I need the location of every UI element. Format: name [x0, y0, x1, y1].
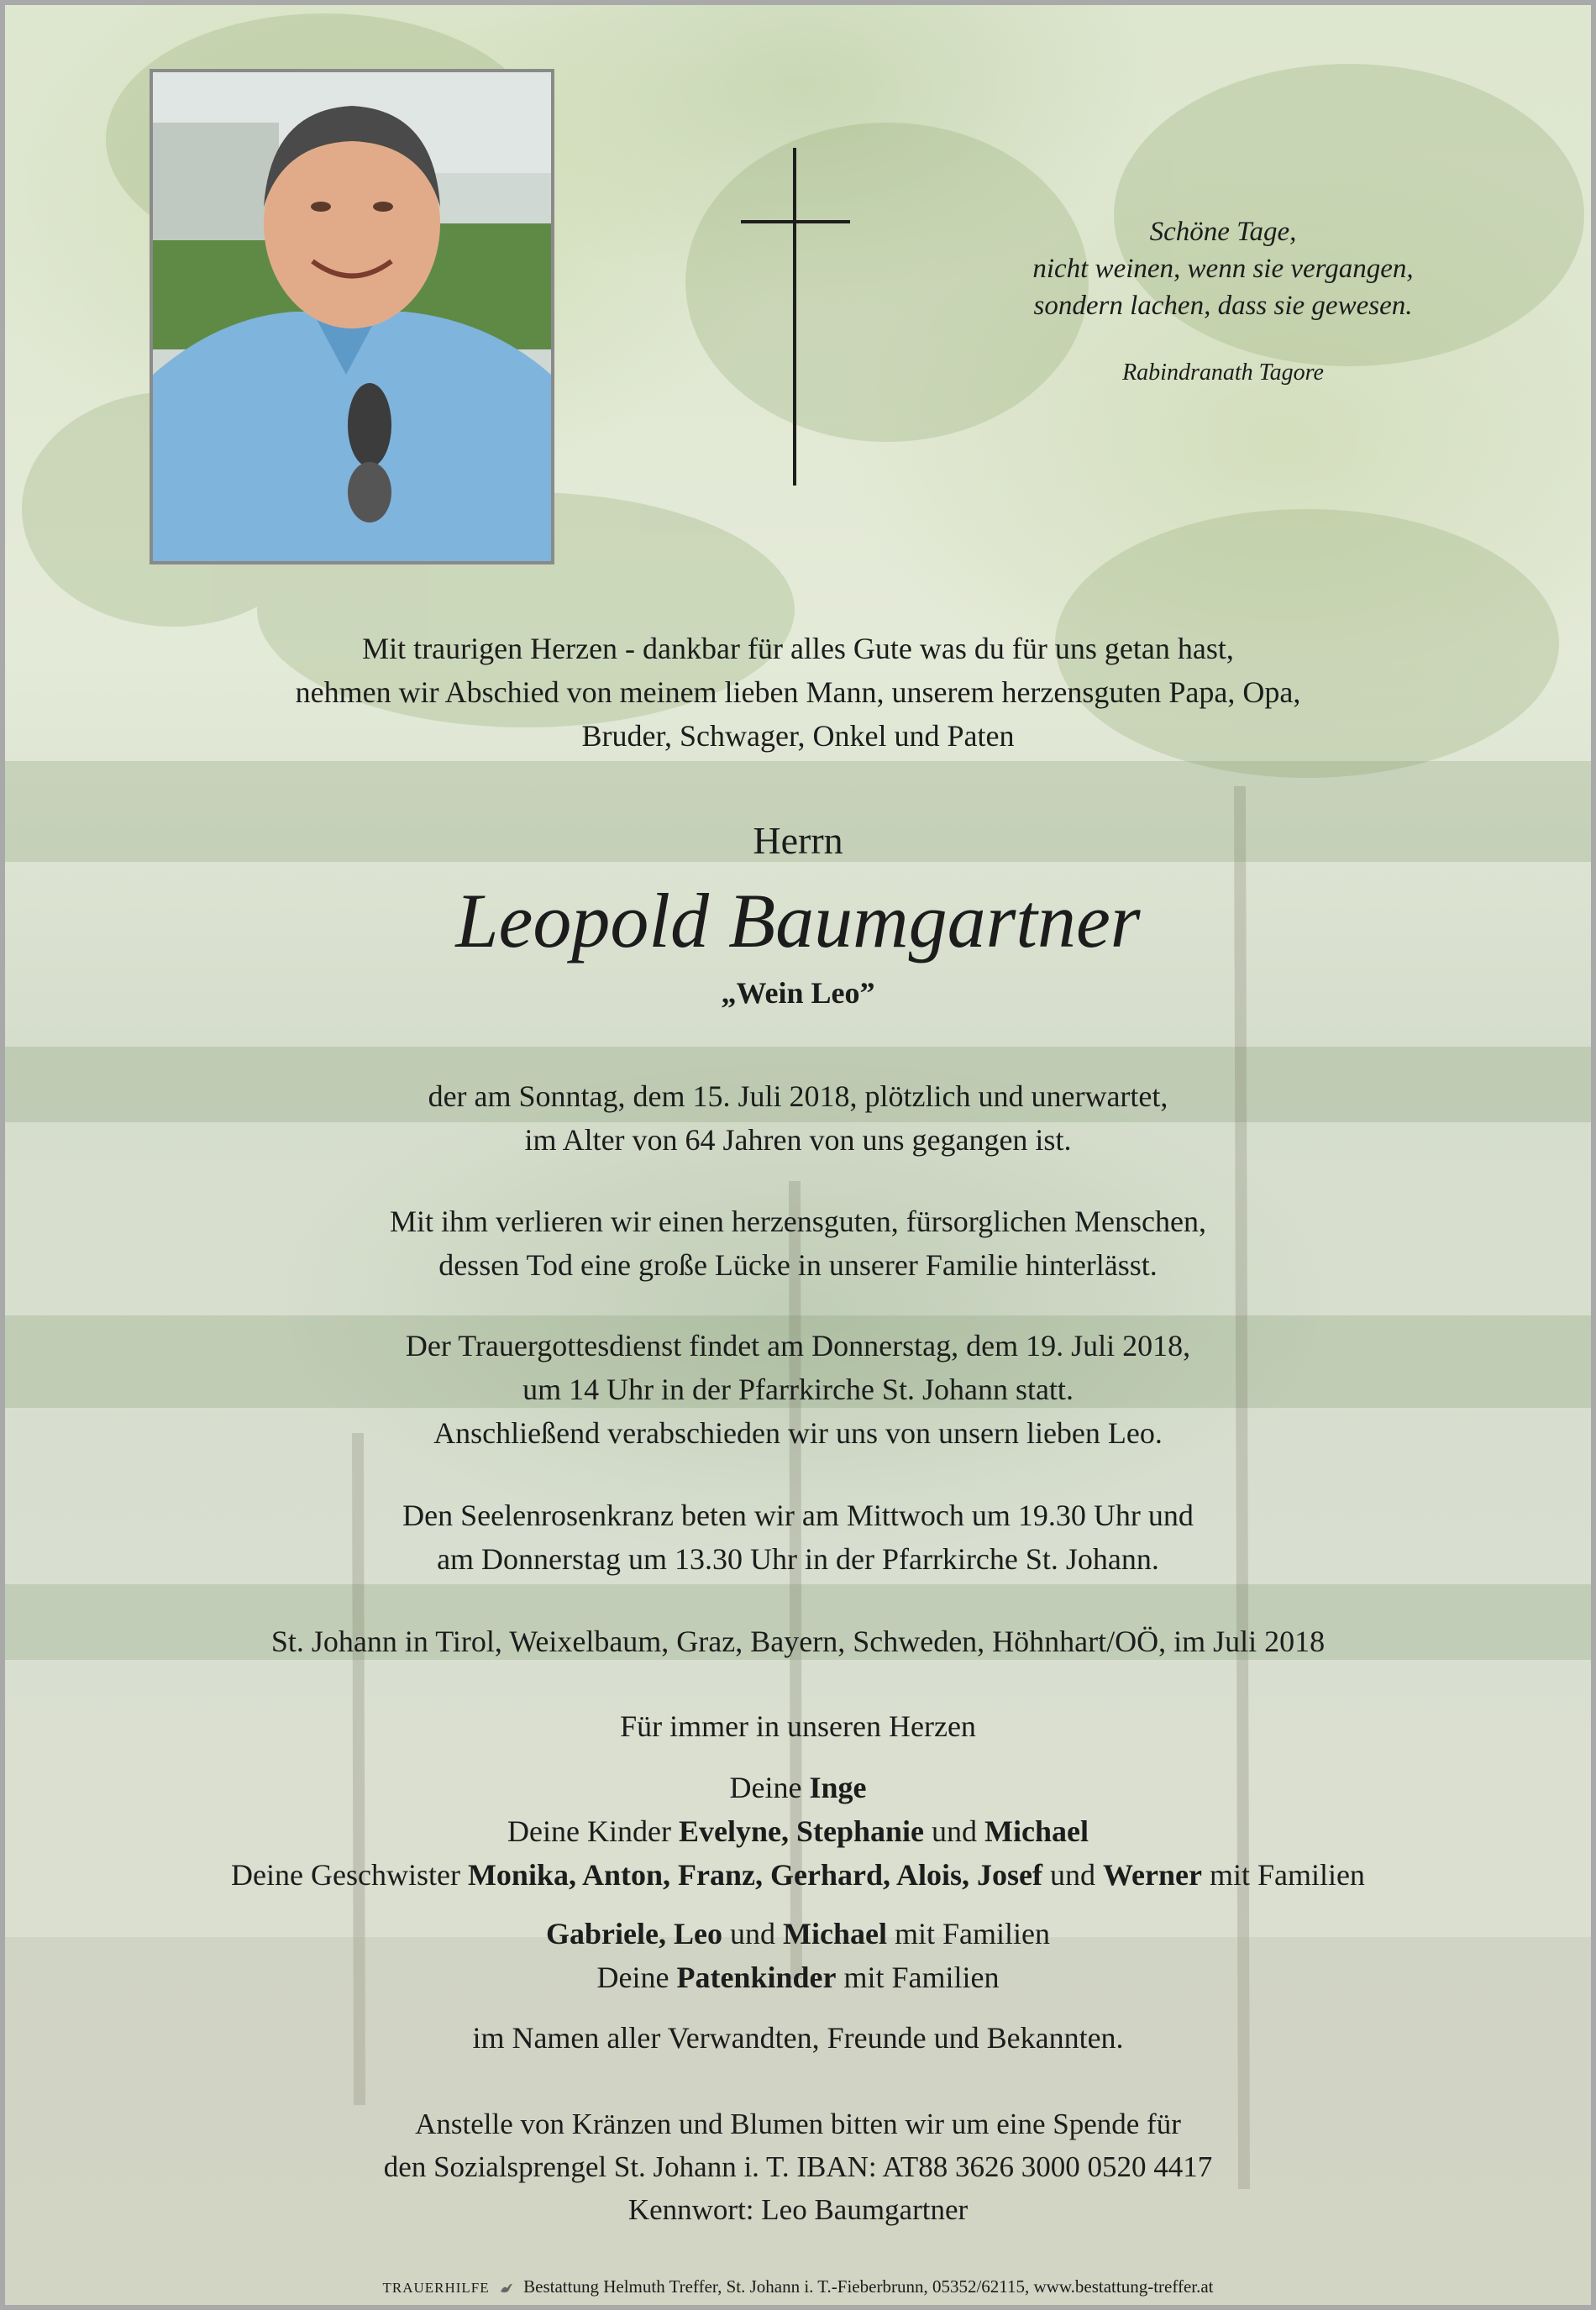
death-line: im Alter von 64 Jahren von uns gegangen ist. — [524, 1123, 1072, 1157]
forever-line: Für immer in unseren Herzen — [620, 1709, 976, 1743]
mourner-wife: Deine Inge — [729, 1771, 867, 1804]
intro-text — [5, 627, 1591, 758]
mourner-siblings: Deine Geschwister Monika, Anton, Franz, Gerhard, Alois, Josef und Werner mit Familien — [231, 1858, 1365, 1892]
quote — [937, 213, 1509, 324]
rosary-info — [5, 1494, 1591, 1581]
death-notice — [5, 1074, 1591, 1162]
deceased-nickname: „Wein Leo” — [721, 976, 875, 1010]
places-date: St. Johann in Tirol, Weixelbaum, Graz, Bayern, Schweden, Höhnhart/OÖ, im Juli 2018 — [270, 1625, 1326, 1658]
deceased-name: Leopold Baumgartner — [455, 878, 1141, 963]
rosary-line: am Donnerstag um 13.30 Uhr in der Pfarrkirche St. Johann. — [437, 1542, 1159, 1576]
dove-icon — [499, 2281, 514, 2296]
cross-icon — [741, 148, 850, 486]
mourner-godchildren: Deine Patenkinder mit Familien — [596, 1961, 1000, 1994]
donation-line: den Sozialsprengel St. Johann i. T. IBAN: AT88 3626 3000 0520 4417 — [383, 2150, 1213, 2183]
service-line: Der Trauergottesdienst findet am Donnerstag, dem 19. Juli 2018, — [405, 1329, 1191, 1362]
footer-label: TRAUERHILFE — [382, 2280, 490, 2296]
intro-line: Bruder, Schwager, Onkel und Paten — [581, 719, 1015, 753]
intro-line: Mit traurigen Herzen - dankbar für alles Gute was du für uns getan hast, — [362, 632, 1234, 665]
service-line: Anschließend verabschieden wir uns von unsern lieben Leo. — [433, 1416, 1163, 1450]
all-relatives-line: im Namen aller Verwandten, Freunde und Bekannten. — [472, 2021, 1124, 2055]
footer-text: Bestattung Helmuth Treffer, St. Johann i. T.-Fieberbrunn, 05352/62115, www.bestattung-treffer.at — [523, 2276, 1214, 2297]
quote-line: nicht weinen, wenn sie vergangen, — [1032, 254, 1414, 284]
tribute-line: Mit ihm verlieren wir einen herzensguten, fürsorglichen Menschen, — [389, 1205, 1207, 1238]
quote-line: sondern lachen, dass sie gewesen. — [1033, 291, 1413, 321]
mourners-list-2 — [5, 1912, 1591, 1999]
donation-info — [5, 2103, 1591, 2231]
footer — [5, 2276, 1591, 2297]
donation-line: Anstelle von Kränzen und Blumen bitten wir um eine Spende für — [415, 2108, 1181, 2140]
mourners-list — [5, 1766, 1591, 1897]
tribute-line: dessen Tod eine große Lücke in unserer Familie hinterlässt. — [438, 1248, 1158, 1282]
portrait-photo — [150, 69, 554, 564]
quote-line: Schöne Tage, — [1149, 217, 1297, 247]
tribute-text — [5, 1200, 1591, 1287]
salutation: Herrn — [753, 819, 843, 862]
death-line: der am Sonntag, dem 15. Juli 2018, plötzlich und unerwartet, — [428, 1079, 1168, 1113]
mourner-others: Gabriele, Leo und Michael mit Familien — [546, 1917, 1050, 1950]
donation-line: Kennwort: Leo Baumgartner — [627, 2193, 969, 2226]
service-info — [5, 1324, 1591, 1455]
mourner-children: Deine Kinder Evelyne, Stephanie und Michael — [507, 1814, 1089, 1848]
quote-author: Rabindranath Tagore — [1122, 360, 1324, 386]
intro-line: nehmen wir Abschied von meinem lieben Mann, unserem herzensguten Papa, Opa, — [295, 675, 1301, 709]
service-line: um 14 Uhr in der Pfarrkirche St. Johann statt. — [522, 1373, 1074, 1406]
rosary-line: Den Seelenrosenkranz beten wir am Mittwoch um 19.30 Uhr und — [402, 1499, 1194, 1532]
